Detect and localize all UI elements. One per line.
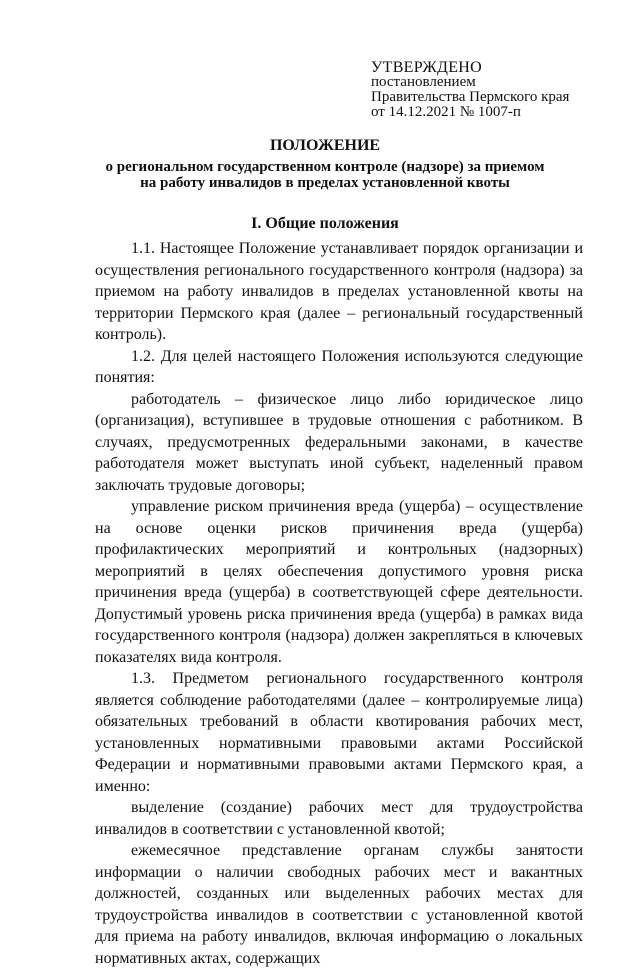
document-subtitle — [90, 159, 560, 191]
section-heading: I. Общие положения — [251, 215, 399, 232]
subtitle-line-1: о региональном государственном контроле (надзоре) за приемом — [105, 159, 545, 175]
subtitle-line-2: на работу инвалидов в пределах установленной квоты — [140, 175, 510, 191]
approval-line-2: Правительства Пермского края — [371, 89, 570, 105]
paragraph-1-3: 1.3. Предметом регионального государственного контроля является соблюдение работодателями (далее – контролируемые лица) обязательных требований в области квотирования рабочих мест, установленных нормативными правовыми актами Российской Федерации и нормативными правовыми актами Пермского края, а именно: — [95, 670, 583, 795]
approval-line-3: от 14.12.2021 № 1007-п — [371, 104, 521, 120]
approval-stamp — [371, 60, 569, 120]
paragraph-1-1: 1.1. Настоящее Положение устанавливает порядок организации и осуществления регионального государственного контроля (надзора) за приемом на работу инвалидов в пределах установленной квоты на территории Пермского края (далее – региональный государственный контроль). — [95, 240, 583, 343]
paragraph-1-2: 1.2. Для целей настоящего Положения используются следующие понятия: — [95, 347, 583, 386]
paragraph-job-allocation: выделение (создание) рабочих мест для трудоустройства инвалидов в соответствии с установленной квотой; — [95, 799, 583, 838]
paragraph-monthly-reporting: ежемесячное представление органам службы занятости информации о наличии свободных рабочих мест и вакантных должностей, созданных или выделенных рабочих местах для трудоустройства инвалидов в соответствии с установленной квотой для приема на работу инвалидов, включая информацию о локальных нормативных актах, содержащих — [95, 842, 583, 967]
approval-heading: УТВЕРЖДЕНО — [371, 59, 483, 76]
paragraph-risk-management-definition: управление риском причинения вреда (ущерба) – осуществление на основе оценки рисков причинения вреда (ущерба) профилактических мероприятий и контрольных (надзорных) мероприятий в целях обеспечения допустимого уровня риска причинения вреда (ущерба) в соответствующей сфере деятельности. Допустимый уровень риска причинения вреда (ущерба) в рамках вида государственного контроля (надзора) должен закрепляться в ключевых показателях вида контроля. — [95, 498, 583, 666]
document-title: ПОЛОЖЕНИЕ — [269, 137, 381, 154]
body-text — [95, 238, 583, 969]
approval-line-1: постановлением — [371, 74, 476, 90]
paragraph-employer-definition: работодатель – физическое лицо либо юридическое лицо (организация), вступившее в трудовые отношения с работником. В случаях, предусмотренных федеральными законами, в качестве работодателя может выступать иной субъект, наделенный правом заключать трудовые договоры; — [95, 390, 583, 494]
